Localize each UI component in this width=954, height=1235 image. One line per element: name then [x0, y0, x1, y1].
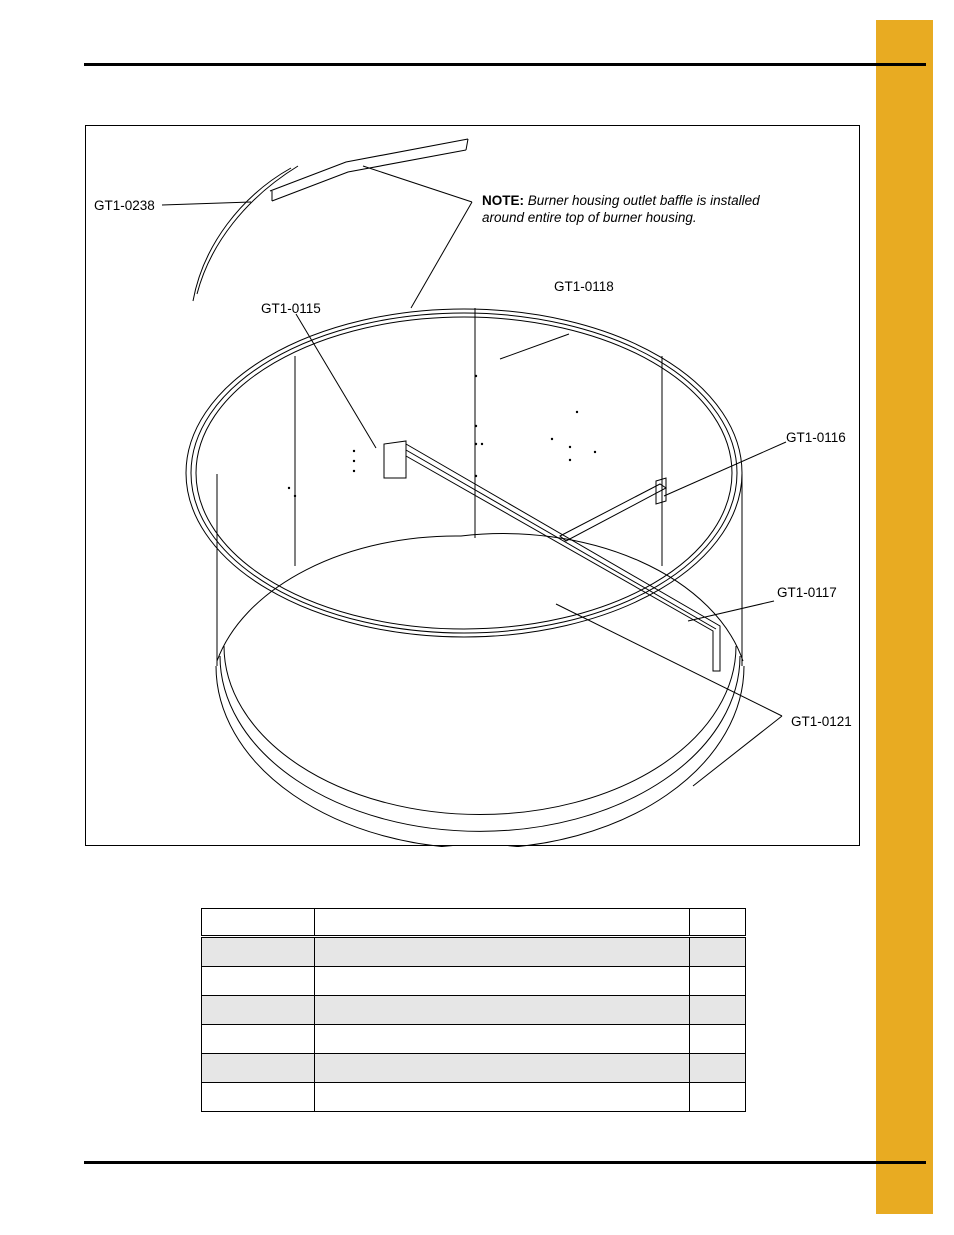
- table-cell: [315, 1083, 690, 1112]
- callout-gt1-0117: GT1-0117: [777, 585, 837, 600]
- callout-gt1-0121: GT1-0121: [791, 714, 852, 729]
- table-cell: [202, 937, 315, 967]
- callout-gt1-0118: GT1-0118: [554, 279, 614, 294]
- table-row: [202, 1025, 746, 1054]
- table-cell: [315, 1025, 690, 1054]
- exploded-diagram-figure: [85, 125, 860, 846]
- callout-gt1-0116: GT1-0116: [786, 430, 846, 445]
- table-row: [202, 937, 746, 967]
- note-line-2: around entire top of burner housing.: [482, 210, 697, 225]
- table-cell: [315, 937, 690, 967]
- table-cell: [690, 1025, 746, 1054]
- table-cell: [202, 996, 315, 1025]
- chapter-side-tab: [876, 20, 933, 1214]
- table-cell: [690, 937, 746, 967]
- parts-list-table: [201, 908, 746, 1112]
- table-cell: [202, 967, 315, 996]
- table-cell: [202, 1083, 315, 1112]
- callout-gt1-0115: GT1-0115: [261, 301, 321, 316]
- header-part-number: [202, 909, 315, 937]
- footer-rule: [84, 1161, 926, 1164]
- table-cell: [202, 1025, 315, 1054]
- table-cell: [315, 1054, 690, 1083]
- table-cell: [690, 1083, 746, 1112]
- header-rule: [84, 63, 926, 66]
- table-cell: [315, 996, 690, 1025]
- table-row: [202, 1083, 746, 1112]
- table-header-row: [202, 909, 746, 937]
- table-cell: [315, 967, 690, 996]
- note-label: NOTE:: [482, 193, 524, 208]
- header-qty: [690, 909, 746, 937]
- header-description: [315, 909, 690, 937]
- table-row: [202, 1054, 746, 1083]
- table-cell: [202, 1054, 315, 1083]
- note-line-1: Burner housing outlet baffle is installed: [527, 193, 760, 208]
- table-cell: [690, 967, 746, 996]
- table-cell: [690, 996, 746, 1025]
- callout-gt1-0238: GT1-0238: [94, 198, 155, 213]
- burner-housing-drawing: [86, 126, 861, 847]
- installation-note: [482, 192, 760, 226]
- table-row: [202, 996, 746, 1025]
- table-cell: [690, 1054, 746, 1083]
- table-row: [202, 967, 746, 996]
